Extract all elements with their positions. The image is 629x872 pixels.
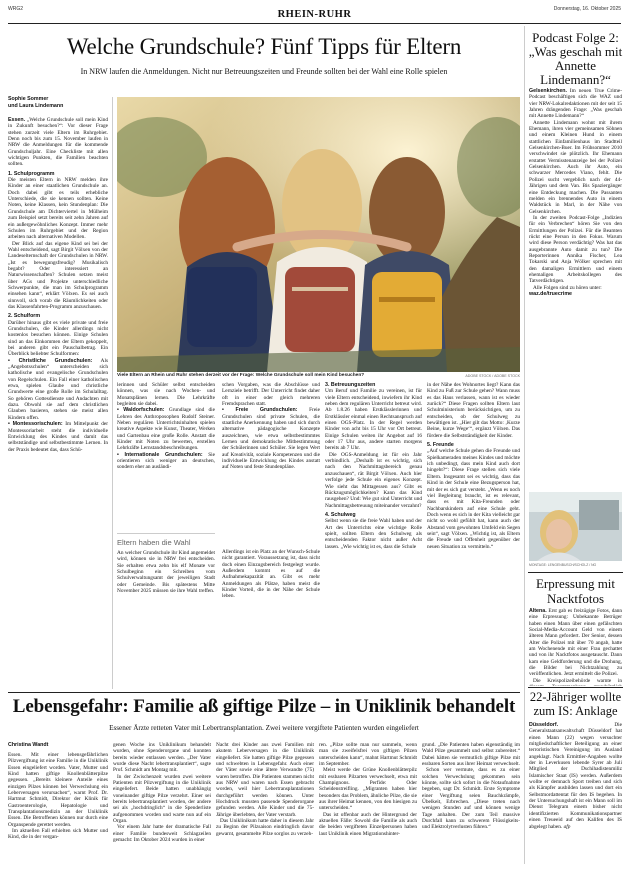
islamist-text <box>529 722 622 866</box>
schoolchildren-photo <box>117 97 520 372</box>
col4-text-2: Selbst wenn sie die freie Wahl haben und der Art des Unterrichts eine wichtige Rolle spielt, sollten Eltern den Schulweg als entscheidenden Faktor nicht außer Acht lassen. „Wie wichtig ist es, dass die Schule <box>325 518 422 550</box>
second-col-1 <box>8 752 108 866</box>
islamist-title: 22-Jähriger wollte zum IS: Anklage <box>529 690 622 718</box>
sidebar-rule-1 <box>528 572 623 573</box>
erpressung-para-2 <box>529 678 622 686</box>
podcast-photo <box>529 492 622 561</box>
podcast-text-1: Im neuen True Crime-Podcast beschäftigen sich die WAZ und vier NRW-Lokalredaktionen mit der seit 15 Jahren drängenden Frage: „Was geschah mit Annette Lindemann?“ <box>529 88 622 120</box>
col2-head-1: • Internationale Grundschulen: <box>117 451 203 458</box>
second-col-4 <box>319 742 417 866</box>
col-divider <box>112 97 113 689</box>
main-subheadline: In NRW laufen die Anmeldungen. Nicht nur Betreuungszeiten und Freunde sollten bei der Wahl eine Rolle spielen <box>80 67 448 76</box>
second-col1-text: Essen. Mit einer lebensgefährlichen Pilzvergiftung ist eine Familie in die Uniklinik Essen eingeliefert worden. Vater, Mutter und Kind hatten giftige Knollenblätterpilze gegessen. „Bereits kleinere Anteile eines einzigen Pilzes können bei Verwechslung ein Leberversagen verursachen“, warnt Prof. Dr. Hartmut Schmidt, Direktor der Klinik für Gastroenterologie, Hepatologie und Transplantationsmedizin an der Uniklinik Essen. Die Betroffenen können nur durch eine Organspende gerettet werden. <box>8 752 108 828</box>
author-2: und Laura Lindemann <box>8 103 64 109</box>
col2-text: lerinnen und Schüler selbst entscheiden können, was sie nach Wochen- und Monatsplänen lernen. Die Lehrkräfte begleiten sie dabei. <box>117 382 215 408</box>
article-separator <box>8 692 520 693</box>
info-box-title: Eltern haben die Wahl <box>117 533 215 547</box>
podcast-photo-credit: MONTAGE: LENGENBUSCH/SCHOLZ / NG <box>529 563 597 567</box>
col1-text-1: Der Blick auf das eigene Kind sei bei der Wahl entscheidend, sagt Birgit Völxen von der Landeselternschaft der Grundschulen in NRW. „Ist es bewegungsfreudig? Musikalisch begabt? Oder interessiert an Naturwissenschaften? Schulen setzen meist über AGs und Projekte unterschiedliche Schwerpunkte, die man im Schulprogramm einsehen kann“, erklärt Völxen. Es sei auch sinnvoll, sich vorab die Räumlichkeiten oder das Klassenfahrten-Programm anzuschauen. <box>8 240 108 310</box>
author-1: Sophie Sommer <box>8 96 49 102</box>
second-col3-text: Nacht drei Kinder aus zwei Familien mit akutem Leberversagen in die Uniklinik eingeliefert. Sie hatten giftige Pilze gegessen und schwebten in Lebensgefahr. Auch einer der Väter sowie eine ältere Verwandte (75) waren betroffen. Die Patienten stammen nicht aus NRW und waren nach Essen gebracht worden, weil hier Lebertransplantationen durchgeführt werden können. Unter Hochdruck mussten passende Spenderorgane gefunden werden. Alle Kinder und die 75-Jährige überlebten, der Vater verstarb. <box>216 742 314 818</box>
erpressung-text-2: Die Kreispolizeibehörde warnte in <box>533 677 622 684</box>
main-col-5 <box>427 382 520 692</box>
issue-date: Donnerstag, 16. Oktober 2025 <box>553 6 621 12</box>
col4-head-2: 4. Schulweg <box>325 511 356 518</box>
info-box-text-2 <box>222 549 320 689</box>
second-col2c-text: Vor einem Jahr hatte der dramatische Fall einer Familie bundesweit Schlagzeilen gemacht: Im Oktober 2024 wurden in einer <box>113 824 211 844</box>
podcast-text-2: Annette Lindemann wohnt mit ihrem Ehemann, ihren vier gemeinsamen Söhnen und einem Kleinen Hund in einem stattlichen Einfamilienhaus im Stadtteil Gelsenkirchen-Buer. Im Frühsommer 2010 verschwindet sie plötzlich. Ihr Ehemann erstattet Vermisstenanzeige bei der Polizei Gelsenkirchen. Auch ihr Auto, ein schwarzer Mercedes Viano, fehlt. Die Polizei sucht vergeblich nach der 44-Jährigen und dem Van. Bis Spaziergänger eine Entdeckung machen. Die Passanten melden ein brennendes Auto in einem Waldstück in Marl, in der Nähe von Gelsenkirchen. <box>529 119 622 215</box>
col2-text-1: Sie orientieren sich weniger an deutschen, sondern eher an ausländi- <box>117 451 215 471</box>
main-col-3 <box>222 382 320 532</box>
erpressung-text <box>529 608 622 686</box>
podcast-link[interactable]: waz.de/truecrime <box>529 291 572 297</box>
podcast-text-4: Alle Folgen sind zu hören unter: <box>533 284 602 291</box>
col1-para-4 <box>8 421 108 453</box>
page-id: WRG2 <box>8 6 23 12</box>
second-col2b-text: In der Zwischenzeit wurden zwei weitere Patienten mit Pilzvergiftung in die Uniklinik eingeliefert. Beide hatten unabhängig voneinander giftige Pilze verzehrt. Einer sei bereits lebertransplantiert worden, der andere sei als „hochdringlich“ in die Spenderliste aufgenommen worden und warte nun auf ein Organ. <box>113 773 211 825</box>
col1-head-4: • Montessorischulen: <box>8 421 63 428</box>
col3-para-0 <box>222 407 320 470</box>
islamist-text-1: Die Generalstaatsanwaltschaft Düsseldorf hat einen Mann (22) wegen versuchter mitgliedschaftlicher Beteiligung an einer terroristischen Vereinigung im Ausland angeklagt. Nach Ermittler-Angaben wollte der in Leverkusen lebende Syrer ab Juli Mitglied der Dschihadistenmiliz Islamischer Staat (IS) werden. Außerdem wollte er demnach Sport treiben und sich als Kämpfer ausbilden lassen und dort ein Selbstmordattentat für den IS begehen. In der Untersuchungshaft ist ein Mann soll im Dienst Telegram einem bisher nicht identifizierten Kommunikationspartner einen Treueeid auf den Kalifen des IS abgelegt haben. <box>529 722 622 830</box>
second-col2-text: genen Woche ins Uniklinikum behandelt wurden, ohne Spenderorgane und konnten bereits wieder entlassen werden. „Der Vater wurde diese Nacht lebertransplantiert“, sagte Prof. Schmidt am Montag mit. <box>113 742 211 774</box>
photo-credit: ADOBE STOCK / ADOBE STOCK <box>465 374 520 378</box>
erpressung-text-1: Erst gab es freizügige Fotos, dann eine Erpressung: Unbekannte Betrüger haben einen Mann über einen gefälschten Social-Media-Account Geld von einem älteren Mann gefordert. Der Senior, dessen Alter die Polizei mit über 70 angab, hatte am Wochenende mit einer Frau gechattet und von ihr Nacktfotos ausgetauscht. Dann kam eine Geldforderung und die Drohung, die Bilder bei Nichtzahlung zu veröffentlichen. Jetzt ermittelt die Polizei. <box>529 608 622 678</box>
main-col-2 <box>117 382 215 530</box>
main-photo <box>117 97 520 372</box>
info-box-text-1 <box>117 550 215 690</box>
col1-head-2: 2. Schulform <box>8 313 41 320</box>
sidebar-rule-2 <box>528 687 623 688</box>
info-box-para-1: An welcher Grundschule ihr Kind angemeldet wird, können sie in NRW frei entscheiden. Sie erhalten etwa zehn bis elf Monate vor Schulbeginn ein Schreiben vom Schulverwaltungsamt der jeweiligen Stadt oder Gemeinde. Bis spätestens Mitte November 2025 müssen sie ihre Wahl treffen. <box>117 550 215 595</box>
col1-text-4: Im Mittelpunkt der Montessoriarbeit steht die individuelle Entwicklung des Kindes und damit das selbstständige und selbstbestimmte Lernen. In der Praxis bedeutet das, dass Schü- <box>8 421 108 453</box>
second-col-3 <box>216 742 314 866</box>
second-col3b-text: Das Uniklinikum hatte daher in diesem Jahr zu Beginn der Pilzsaison eindringlich davor gewarnt, gesammelte Pilze sorglos zu verzeh- <box>216 818 314 837</box>
col3-head-0: • Freie Grundschulen: <box>222 407 298 414</box>
col1-text-2: Darüber hinaus gibt es viele private und freie Grundschulen, die Kinder allerdings nicht kostenlos besuchen können. Einige Schulen sind an das Einkommen der Eltern gekoppelt, bei anderen gibt ein Pauschalbetrag. Ein Überblick beliebter Schulformen: <box>8 319 108 358</box>
col1-para-3 <box>8 358 108 421</box>
islamist-para <box>529 722 622 830</box>
erpressung-para-1 <box>529 608 622 678</box>
second-col-5 <box>422 742 520 866</box>
section-title: RHEIN-RUHR <box>277 9 352 20</box>
photo-caption: Viele Eltern an Rhein und Ruhr stehen derzeit vor der Frage: Welche Grundschule soll mein Kind besuchen? <box>117 373 365 378</box>
col2-head-0: • Waldorfschulen: <box>117 407 165 414</box>
col2-para-0 <box>117 407 215 451</box>
second-col1b-text: Im aktuellen Fall erhielten sich Mutter und Kind, die in der vergan- <box>8 828 108 841</box>
main-col-4 <box>325 382 422 692</box>
second-col-2 <box>113 742 211 866</box>
podcast-url[interactable] <box>529 291 622 297</box>
podcast-text-3: In der zweiten Podcast-Folge „Indizien für ein Verbrechen“ hören Sie von den Ermittlungen der Polizei. Für die Beamten rückt eine Person in den Fokus. Warum wird diese Person verdächtig? Was hat das ausgebrannte Auto damit zu tun? Die Reporterinnen Annika Fischer, Lea Tokarski und Anja Wölker sprechen mit den damaligen Ermittlern und einem ehemaligen Arbeitskollegen des Tatverdächtigen. <box>529 214 622 285</box>
col1-head-0: 1. Schulprogramm <box>8 170 55 177</box>
intro-paragraph <box>8 117 108 168</box>
second-headline: Lebensgefahr: Familie aß giftige Pilze – in Uniklinik behandelt <box>12 696 516 717</box>
col2-para-1 <box>117 452 215 471</box>
col4-text-1: Die OGS-Anmeldung ist für ein Jahr verbindlich. „Deshalb ist es wichtig, sich nach den Nachmittagsbereich genau anzuschauen“, rät Birgit Völxen. Auch hier verfolge jede Schule ein eigenes Konzept. Wie sieht das Mittagessen aus? Gibt es Rückzugsmöglichkeiten? Kann das Kind rausgehen? Und: Wie gut sind Unterricht und Nachmittagsbetreuung miteinander verzahnt? <box>325 451 422 509</box>
second-col4-text: ren. „Pilze sollte man nur sammeln, wenn man sie zweifelsfrei von giftigen Pilzen unterscheiden kann“, mahnt Hartmut Schmidt im September. <box>319 742 417 768</box>
col1-head-3: • Christliche Grundschulen: <box>8 357 93 364</box>
second-col5-text: grund. „Die Patienten haben eigenständig im Wald Pilze gesammelt und selbst zubereitet.“ Dabei hätten sie vermutlich giftige Pilze mit essbaren Sorten aus ihrer Heimat verwechselt. <box>422 742 520 768</box>
intro-text: „Welche Grundschule soll mein Kind in Zukunft besuchen?“: Vor dieser Frage stehen zurzeit viele Eltern im Ruhrgebiet. Denn noch bis zum 15. November laufen in NRW die Anmeldungen für die kommende Grundschuljahr. Eine Checkliste mit allen wichtigen Punkten, die Familien beachten sollten. <box>8 117 108 168</box>
islamist-agency: afp <box>563 823 571 830</box>
erpressung-dateline: Altena. <box>529 608 547 614</box>
podcast-title: Podcast Folge 2: „Was geschah mit Annette Lindemann?“ <box>528 30 623 87</box>
erpressung-title: Erpressung mit Nacktfotos <box>535 576 616 606</box>
col1-text-0: Die meisten Eltern in NRW melden ihre Kinder an einer staatlichen Grundschule an. Doch dabei gibt es teils erhebliche Unterschiede, die sie kennen sollten. Keine Noten, keine Klassen, kein Stundenplan: Die Grundschule am Dichterviertel in Mülheim zum Beispiel setzt bereits seit zehn Jahren auf ein außergewöhnliches Konzept. Immer mehr Schulen im Ruhrgebiet und der Region arbeiten nach alternativen Modellen. <box>8 177 108 241</box>
second-col4b-text: Meist werde der Grüne Knollenblätterpilz mit essbaren Pilzarten verwechselt, etwa mit Champignons. Perfide: Oder Scheidenstreifling. „Migranten haben hier besonders das Problem, ähnliche Pilze, die sie aus ihrer Heimat kennen, von den hiesigen zu unterscheiden.“ <box>319 767 417 812</box>
col1-text-3: Als „Angebotsschulen“ unterscheiden sich katholische und evangelische Grundschulen von Regelschulen. Ein Fall einer katholischen etwa, spielen Glaube und christliche Grundwerte eine große Rolle im Schulalltag. So gehören Gottesdienste und Andachten mit dazu. Obwohl sie auf dem christlichen Glauben basieren, stehen sie meist allen Kindern offen. <box>8 357 108 421</box>
col5-head-1: 5. Freunde <box>427 442 454 449</box>
second-col4c-text: Das ist offenbar auch der Hintergrund der aktuellen Fälle: Sowohl die Familie als auch die beiden vergifteten Einzelpersonen haben laut Uniklinik einen Migrationshinter- <box>319 811 417 837</box>
header-rule <box>8 23 621 24</box>
second-col5b-text: Schon wer vermute, dass es zu einer solchen Verwechslung gekommen sein könnte, sollte sich sofort in die Notaufnahme begeben, sagt Dr. Schmidt. Erste Symptome einer Vergiftung seien Bauchkrämpfe, Übelkeit, Erbrechen. „Diese treten nach wenigen Stunden auf und können wenige Tage anhalten. Der zum Teil massive Durchfall kann zu schwerem Flüssigkeits- und Elektrolytverlusten führen.“ <box>422 767 520 831</box>
islamist-dateline: Düsseldorf. <box>529 722 559 728</box>
info-box-para-2: Allerdings ist ein Platz an der Wunsch-Schule nicht garantiert. Voraussetzung ist, dass nicht doch einen Einzugsbereich festgelegt wurde. Außerdem kommt es auf die Aufnahmekapazität an. Gibt es mehr Anmeldungen als Plätze, haben meist die Kinder Vorteil, die in der Nähe der Schule leben. <box>222 549 320 600</box>
main-byline <box>8 96 108 110</box>
podcast-para-1 <box>529 88 622 120</box>
main-headline: Welche Grundschule? Fünf Tipps für Eltern <box>66 34 462 59</box>
col5-text-1: „Auf welche Schule gehen die Freunde und Spielkameraden meines Kindes und möchte ich unbedingt, dass mein Kind auch dort hingeht?“: Diese Frage stellen sich viele Eltern. Insgesamt sei es wichtig, dass das Kind in der Schule eine Bezugsperson hat, mit der es sich gut versteht. „Wenn es noch viel Begleitung braucht, ist es relevant, dass es mit Kita-Freunden oder Nachbarskindern auf eine Schule geht. Doch wenn es sich in der Kita vielleicht gar nicht so wohl gefühlt hat, kann auch der Abstand vom gewohnten Umfeld ein Segen sein“, sagt Völxen. „Wichtig ist, als Eltern die Freude und Offenheit gegenüber der neuen Situation zu vermitteln.“ <box>427 448 520 550</box>
main-col-1 <box>8 117 108 694</box>
col3-text: schen Vorgaben, was die Abschlüsse und Lernziele betrifft. Der Unterricht findet daher oft in einer oder gleich mehreren Fremdsprachen statt. <box>222 382 320 408</box>
intro-dateline: Essen. <box>8 117 26 123</box>
col2-text-0: Grundlage sind die Lehren des Anthroposophen Rudolf Steiner. Neben regulären Unterrichtsinhalten spielen kreative Aspekte wie Kunst, Theater, Werken und Gartenbau eine große Rolle. Anstatt die Kinder mit Noten zu bewerten, erstellen Lehrkräfte Lernstandsbeschreibungen. <box>117 407 215 452</box>
podcast-dateline: Gelsenkirchen. <box>529 88 567 94</box>
portrait-montage <box>529 492 622 561</box>
col4-head-0: 3. Betreuungszeiten <box>325 382 376 388</box>
col4-text-0: Um Beruf und Familie zu vereinen, ist für viele Eltern entscheidend, inwiefern ihr Kind neben dem regulären Unterricht betreut wird. Ab 1.8.26 haben Erstklässlerinnen und Erstklässler einmal einen Rechtsanspruch auf einen OGS-Platz. In der Regel werden Kinder von acht bis 15 Uhr vor Ort betreut. Einige Schulen weiten ihr Angebot auf 16 oder 17 Uhr aus, andere starten morgens bereits ab 7 Uhr. <box>325 388 422 452</box>
podcast-text <box>529 88 622 488</box>
second-byline: Christina Wandt <box>8 742 49 748</box>
col3-text-0: Freie Grundschulen sind private Schulen, die staatliche Anerkennung haben und sich durch alternative pädagogische Konzepte auszeichnen, wie etwa selbstbestimmtes Lernen und demokratische Mitbestimmung der Schülerinnen und Schüler. Sie legen Wert auf Kreativität, soziale Kompetenzen und die individuelle Entwicklung des Kindes anstatt auf Noten und feste Stundenpläne. <box>222 407 320 471</box>
sidebar-divider <box>524 26 525 864</box>
second-subheadline: Essener Ärzte retteten Vater mit Lebertransplantation. Zwei weitere vergiftete Patienten wurden eingeliefert <box>109 724 419 732</box>
col5-text-0: in der Nähe des Wohnortes liegt? Kann das Kind zu Fuß zur Schule gehen? Wann muss es das Haus verlassen, wann ist es wieder zurück?“ Diese Fragen sollten Eltern laut Schulministerium berücksichtigen, um zu entscheiden, ob der Schulweg zu bewältigen ist. „Hier gilt das Motto: ‚Kurze Beine, kurze Wege‘“, ergänzt Völxen. Das fördere die Selbstständigkeit der Kinder. <box>427 382 520 439</box>
